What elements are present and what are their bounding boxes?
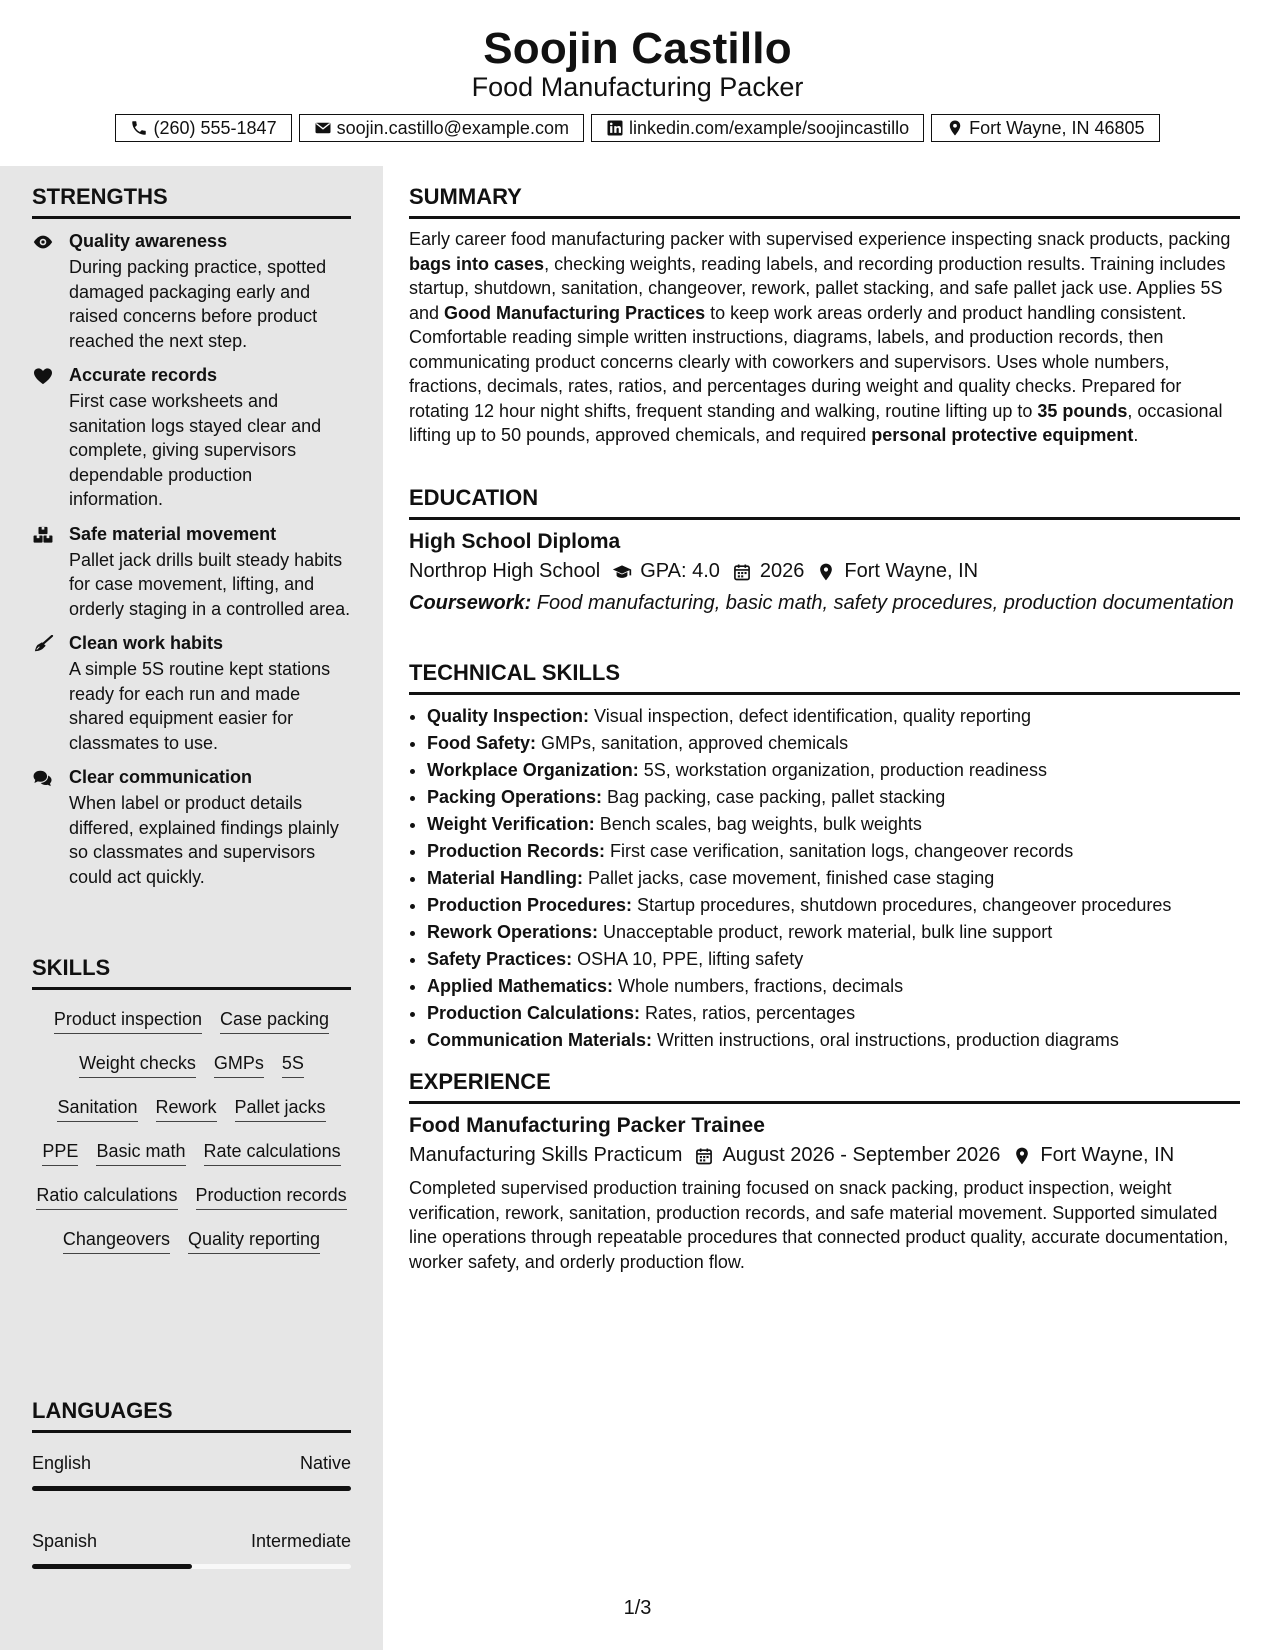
map-pin-icon <box>946 119 964 137</box>
organization: Manufacturing Skills Practicum <box>409 1144 683 1166</box>
skill-label: Production Calculations: <box>427 1003 641 1023</box>
list-item <box>427 919 1240 946</box>
education-section <box>409 485 1240 615</box>
school-location: Fort Wayne, IN <box>844 560 979 582</box>
linkedin-text: linkedin.com/example/soojincastillo <box>628 117 910 138</box>
contact-phone[interactable] <box>115 114 291 142</box>
skill-detail: Visual inspection, defect identification, quality reporting <box>589 706 1031 726</box>
skill-tag: PPE <box>42 1140 78 1166</box>
skill-label: Production Procedures: <box>427 895 633 915</box>
strength-item <box>32 524 351 622</box>
list-item <box>427 1000 1240 1027</box>
strengths-section <box>32 184 351 889</box>
summary-text <box>409 227 1240 448</box>
skill-label: Material Handling: <box>427 868 584 888</box>
strength-item <box>32 231 351 353</box>
summary-emphasis: personal protective equipment <box>871 425 1134 445</box>
summary-emphasis: Good Manufacturing Practices <box>444 302 706 323</box>
skill-tag: Rate calculations <box>204 1140 341 1166</box>
skill-detail: Unacceptable product, rework material, bulk line support <box>598 922 1053 942</box>
skill-tag: Pallet jacks <box>235 1096 326 1122</box>
strength-text: First case worksheets and sanitation logs stayed clear and complete, giving supervisors dependable production information. <box>69 391 322 509</box>
technical-skills-list <box>409 703 1240 1054</box>
list-item <box>427 973 1240 1000</box>
list-item <box>427 865 1240 892</box>
technical-skills-section <box>409 660 1240 1054</box>
linkedin-icon <box>606 119 624 137</box>
skill-tag: Rework <box>156 1096 217 1122</box>
strength-text: Pallet jack drills built steady habits for case movement, lifting, and orderly staging in a controlled area. <box>69 549 351 619</box>
list-item <box>427 784 1240 811</box>
skill-tag: Quality reporting <box>188 1228 320 1254</box>
skill-detail: Pallet jacks, case movement, finished case staging <box>583 868 995 888</box>
skill-detail: 5S, workstation organization, production readiness <box>638 760 1047 780</box>
strength-item <box>32 633 351 755</box>
skill-detail: GMPs, sanitation, approved chemicals <box>536 733 849 753</box>
strength-title: Accurate records <box>69 365 218 385</box>
language-level: Native <box>299 1453 351 1473</box>
graduation-cap-icon <box>612 562 632 582</box>
phone-text: (260) 555-1847 <box>153 117 277 138</box>
skill-tag: Changeovers <box>63 1228 170 1254</box>
skill-tag: Weight checks <box>79 1052 196 1078</box>
skill-tag: Ratio calculations <box>36 1184 177 1210</box>
skill-tag: Sanitation <box>57 1096 137 1122</box>
map-pin-icon <box>816 562 836 582</box>
experience-heading: EXPERIENCE <box>409 1069 1240 1104</box>
skill-detail: Bench scales, bag weights, bulk weights <box>594 814 922 834</box>
skill-tag: GMPs <box>214 1052 264 1078</box>
summary-section <box>409 184 1240 448</box>
skill-label: Production Records: <box>427 841 606 861</box>
skill-tags <box>32 1002 351 1254</box>
list-item <box>427 703 1240 730</box>
summary-heading: SUMMARY <box>409 184 1240 219</box>
languages-heading: LANGUAGES <box>32 1398 351 1433</box>
location-text: Fort Wayne, IN 46805 <box>969 117 1145 138</box>
language-level: Intermediate <box>250 1531 351 1551</box>
education-heading: EDUCATION <box>409 485 1240 520</box>
summary-segment: to keep work areas orderly and product handling consistent. Comfortable reading simple written instructions, diagrams, labels, and production records, then communicating product concerns clearly with coworkers and supervisors. Uses whole numbers, fractions, decimals, rates, ratios, and percentages during weight and quality checks. Prepared for rotating 12 hour night shifts, frequent standing and walking, routine lifting up to <box>409 302 1187 421</box>
envelope-icon <box>314 119 332 137</box>
skill-tag: Product inspection <box>54 1008 202 1034</box>
graduation-year: 2026 <box>759 560 805 582</box>
job-title: Food Manufacturing Packer <box>471 72 804 102</box>
list-item <box>427 946 1240 973</box>
contact-email[interactable] <box>299 114 584 142</box>
strength-title: Clear communication <box>69 767 253 787</box>
map-pin-icon <box>1012 1146 1032 1166</box>
skill-label: Rework Operations: <box>427 922 599 942</box>
languages-section <box>32 1398 351 1569</box>
heart-icon <box>32 367 54 385</box>
skill-detail: Startup procedures, shutdown procedures, changeover procedures <box>632 895 1172 915</box>
language-name: Spanish <box>32 1531 98 1551</box>
degree: High School Diploma <box>409 530 621 553</box>
language-bar <box>32 1564 351 1569</box>
strength-item <box>32 365 351 512</box>
skill-detail: Bag packing, case packing, pallet stacking <box>602 787 946 807</box>
broom-icon <box>32 635 54 653</box>
skill-tag: Case packing <box>220 1008 329 1034</box>
skill-label: Quality Inspection: <box>427 706 590 726</box>
calendar-icon <box>732 562 752 582</box>
page-number: 1/3 <box>623 1597 652 1619</box>
strength-item <box>32 767 351 889</box>
strength-title: Quality awareness <box>69 231 228 251</box>
skills-heading: SKILLS <box>32 955 351 990</box>
skill-detail: First case verification, sanitation logs, changeover records <box>605 841 1074 861</box>
skill-label: Applied Mathematics: <box>427 976 614 996</box>
phone-icon <box>130 119 148 137</box>
skill-label: Packing Operations: <box>427 787 603 807</box>
skill-label: Workplace Organization: <box>427 760 639 780</box>
summary-emphasis: 35 pounds <box>1037 400 1128 421</box>
language-bar-fill <box>32 1486 351 1491</box>
skill-detail: Whole numbers, fractions, decimals <box>613 976 904 996</box>
calendar-icon <box>694 1146 714 1166</box>
gpa: GPA: 4.0 <box>640 560 720 582</box>
coursework-text: Food manufacturing, basic math, safety procedures, production documentation <box>531 592 1234 614</box>
language-bar-fill <box>32 1564 192 1569</box>
email-text: soojin.castillo@example.com <box>336 117 569 138</box>
skill-label: Weight Verification: <box>427 814 595 834</box>
coursework <box>409 591 1240 615</box>
technical-skills-heading: TECHNICAL SKILLS <box>409 660 1240 695</box>
school-name: Northrop High School <box>409 560 601 582</box>
language-item <box>32 1531 351 1569</box>
strength-title: Clean work habits <box>69 633 224 653</box>
skill-label: Safety Practices: <box>427 949 573 969</box>
strengths-heading: STRENGTHS <box>32 184 351 219</box>
skill-tag: Production records <box>196 1184 347 1210</box>
boxes-icon <box>32 526 54 544</box>
language-name: English <box>32 1453 92 1473</box>
summary-segment: , occasional lifting up to 50 pounds, approved chemicals, and required <box>409 400 1223 445</box>
list-item <box>427 892 1240 919</box>
coursework-label: Coursework: <box>409 592 532 614</box>
contact-location[interactable] <box>931 114 1159 142</box>
list-item <box>427 730 1240 757</box>
summary-segment: , checking weights, reading labels, and recording production results. Training includes startup, shutdown, sanitation, changeover, rework, pallet stacking, and safe pallet jack use. Applies 5S and <box>409 253 1226 323</box>
date-range: August 2026 - September 2026 <box>722 1144 1001 1166</box>
skill-tag: 5S <box>282 1052 304 1078</box>
contact-linkedin[interactable] <box>591 114 924 142</box>
summary-segment: . <box>1133 425 1139 445</box>
contact-bar <box>0 114 1275 142</box>
experience-meta <box>409 1144 1240 1167</box>
job-description: Completed supervised production training focused on snack packing, product inspection, weight verification, rework, sanitation, production records, and safe material movement. Supported simulated line operations through repeatable procedures that connected product quality, accurate documentation, worker safety, and orderly production flow. <box>409 1178 1229 1272</box>
strength-text: A simple 5S routine kept stations ready for each run and made shared equipment easier for classmates to use. <box>69 659 331 753</box>
skill-tag: Basic math <box>96 1140 185 1166</box>
summary-segment: Early career food manufacturing packer with supervised experience inspecting snack products, packing <box>409 229 1231 249</box>
language-item <box>32 1453 351 1491</box>
eye-icon <box>32 233 54 251</box>
experience-section <box>409 1069 1240 1274</box>
skill-label: Food Safety: <box>427 733 537 753</box>
job-role: Food Manufacturing Packer Trainee <box>409 1114 765 1137</box>
education-meta <box>409 560 1240 583</box>
job-location: Fort Wayne, IN <box>1040 1144 1175 1166</box>
candidate-name: Soojin Castillo <box>483 24 792 73</box>
skill-label: Communication Materials: <box>427 1030 653 1050</box>
skill-detail: OSHA 10, PPE, lifting safety <box>572 949 804 969</box>
language-bar <box>32 1486 351 1491</box>
list-item <box>427 838 1240 865</box>
list-item <box>427 1027 1240 1054</box>
summary-emphasis: bags into cases <box>409 253 545 274</box>
strength-title: Safe material movement <box>69 523 277 544</box>
skill-detail: Written instructions, oral instructions, production diagrams <box>652 1030 1119 1050</box>
comments-icon <box>32 769 54 787</box>
skills-section <box>32 955 351 1254</box>
strength-text: During packing practice, spotted damaged packaging early and raised concerns before product reached the next step. <box>69 257 327 351</box>
list-item <box>427 811 1240 838</box>
strength-text: When label or product details differed, explained findings plainly so classmates and supervisors could act quickly. <box>69 793 339 887</box>
list-item <box>427 757 1240 784</box>
skill-detail: Rates, ratios, percentages <box>640 1003 856 1023</box>
